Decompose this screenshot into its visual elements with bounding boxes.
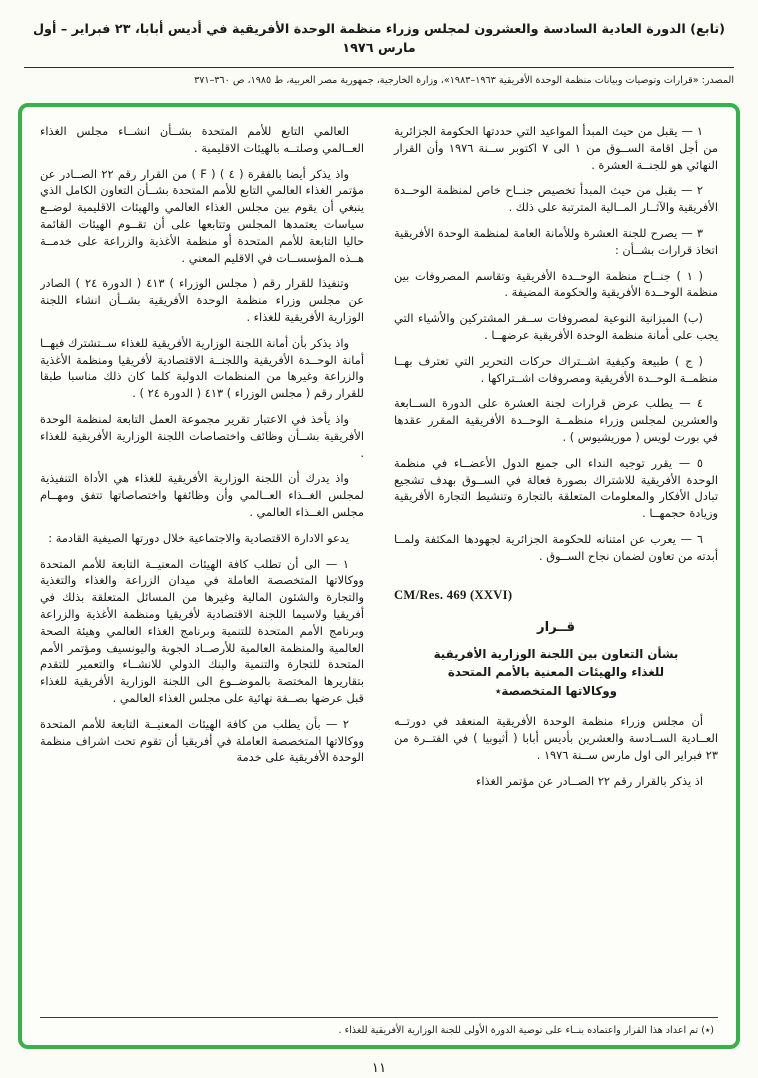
continuation-paragraph: العالمي التابع للأمم المتحدة بشــأن انشــاء مجلس الغذاء العــالمي وصلتــه بالهيئات الاقليمية . [40, 124, 364, 155]
left-column [40, 123, 364, 1013]
resolution-subitem-a: ( ١ ) جنــاح منظمة الوحــدة الأفريقية وتقاسم المصروفات بين منظمة الوحــدة الأفريقية والحكومة المضيفة . [394, 268, 718, 300]
footnote [40, 1017, 718, 1045]
footnote-text: (٭) تم اعداد هذا القرار واعتماده بنــاء على توصية الدورة الأولى للجنة الوزارية الأفريقية للغذاء . [338, 1025, 714, 1036]
operative-item-2: ٢ — بأن يطلب من كافة الهيئات المعنيــة التابعة للأمم المتحدة ووكالاتها المتخصصة العاملة في أفريقيا أن تقوم تحت اشراف منظمة الوحدة الأفريقية على خدمة [40, 716, 364, 765]
aware-paragraph: واذ يدرك أن اللجنة الوزارية الأفريقية للغذاء هي الأداة التنفيذية لمجلس الغــذاء العــالمي وأن وظائفها واختصاصاتها تتفق ومهــام مجلس الغــذاء العالمي . [40, 471, 364, 519]
resolution-item-4: ٤ — يطلب عرض قرارات لجنة العشرة على الدورة الســابعة والعشرين لمجلس وزراء منظمــة الوحــدة الأفريقية المقرر عقدها في بورت لويس ( موريشيوس ) . [394, 396, 718, 444]
resolution-item-3: ٣ — يصرح للجنة العشرة وللأمانة العامة لمنظمة الوحدة الأفريقية اتخاذ قرارات بشــأن : [394, 225, 718, 257]
page-number: ١١ [371, 1060, 387, 1076]
resolution-item-1: ١ — يقبل من حيث المبدأ المواعيد التي حددتها الحكومة الجزائرية من أجل اقامة الســوق من ١ الى ٧ اكتوبر ســنة ١٩٧٦ وأن القرار النهائي هو للجنــة العشرة . [394, 124, 718, 172]
resolution-title-block [394, 619, 718, 700]
resolution-item-5: ٥ — يقرر توجيه النداء الى جميع الدول الأعضــاء في منظمة الوحدة الأفريقية للاشتراك بصورة فعالة في الســوق بهدف تشجيع تبادل الأفكار والمعلومات المتعلقة بالتجارة وتنشيط التجارة الأفريقية وزيادة حجمهــا . [394, 455, 718, 521]
resolution-reference: CM/Res. 469 (XXVI) [394, 587, 513, 602]
operative-item-1: ١ — الى أن تطلب كافة الهيئات المعنيــة التابعة للأمم المتحدة ووكالاتها المتخصصة العاملة في ميدان الزراعة والغذاء والتغذية والتجارة والشئون المالية وغيرها من المسائل المتعلقة بذلك في أفريقيا ولاسيما اللجنة الاقتصادية لأفريقيا ومنظمة الأغذية والزراعة وبرنامج الأمم المتحدة للتنمية وبرنامج الغذاء العالمي وهيئة الصحة العالمية والمنظمة العالمية للأرصــاد الجوية واليونسيف ومؤتمر الأمم المتحدة للتجارة والتنمية والبنك الدولي للانشــاء والتعمير للتقدم بتقاريرها المختصة بالموضــوع الى اللجنة الوزارية الأفريقية للغذاء قبل عرضها بصــفة نهائية على مجلس الغذاء العالمي . [40, 556, 364, 705]
content-border-box [18, 103, 740, 1049]
resolution-title-line-3: ووكالاتها المتخصصة٭ [494, 683, 618, 698]
recalling-paragraph-2: واذ يذكر بأن أمانة اللجنة الوزارية الأفريقية للغذاء ســتشترك فيهــا أمانة الوحــدة الأفريقية واللجنــة الاقتصادية لأفريقيا ومنظمة الأغذية والزراعة وغيرها من المنظمات الدولية كلما كان ذلك مناسبا طبقا للقرار رقم ( مجلس الوزراء ) ٤١٣ ( الدورة ٢٤ ) . [40, 335, 364, 401]
resolution-preamble-1: أن مجلس وزراء منظمة الوحدة الأفريقية المنعقد في دورتــه العــادية الســادسة والعشرين بأديس أبابا ( أثيوبيا ) في الفتــرة من ٢٣ فبراير الى اول مارس ســنة ١٩٧٦ . [394, 714, 718, 762]
implementing-paragraph: وتنفيذا للقرار رقم ( مجلس الوزراء ) ٤١٣ ( الدورة ٢٤ ) الصادر عن مجلس وزراء منظمة الوحدة الأفريقية بشــأن انشاء اللجنة الوزارية الأفريقية للغذاء . [40, 276, 364, 324]
right-column [394, 123, 718, 1013]
header-source: المصدر: «قرارات وتوصيات وبيانات منظمة الوحدة الأفريقية ١٩٦٣–١٩٨٣»، وزارة الخارجية، جمهورية مصر العربية، ط ١٩٨٥، ص ٣٦٠–٣٧١ [194, 75, 734, 86]
considering-paragraph: واذ يأخذ في الاعتبار تقرير مجموعة العمل التابعة لمنظمة الوحدة الأفريقية بشــأن وظائف واختصاصات اللجنة الوزارية الأفريقية للغذاء . [40, 411, 364, 460]
two-column-text [40, 123, 718, 1013]
recalling-paragraph-1: واذ يذكر أيضا بالفقرة ( ٤ ) ( F ) من القرار رقم ٢٢ الصــادر عن مؤتمر الغذاء العالمي التابع للأمم المتحدة بشــأن التعاون الكامل الذي ينبغي أن يقوم بين مجلس الغذاء العالمي والهيئات الاقليمية لوضــع سياسات يعتمدها المجلس وتتابعها على أن تقــوم الهيئات القائمة حاليا التابعة للأمم المتحدة أو منظمة الأغذية والزراعة على خدمــة هــذه المؤسســات في الاقليم المعني . [40, 166, 364, 265]
page-header [0, 0, 758, 87]
invites-lead-paragraph: يدعو الادارة الاقتصادية والاجتماعية خلال دورتها الصيفية القادمة : [48, 530, 349, 545]
header-title: (تابع) الدورة العادية السادسة والعشرون لمجلس وزراء منظمة الوحدة الأفريقية في أديس أبابا، ٢٣ فبراير – أول مارس ١٩٧٦ [24, 20, 734, 68]
resolution-title-word: قــرار [537, 620, 575, 636]
resolution-subitem-b: (ب) الميزانية النوعية لمصروفات ســفر المشتركين والأشياء التي يجب على أمانة منظمة الوحدة الأفريقية عرضهــا . [394, 311, 718, 342]
resolution-preamble-2: اذ يذكر بالقرار رقم ٢٢ الصــادر عن مؤتمر الغذاء [475, 773, 703, 788]
resolution-item-2: ٢ — يقبل من حيث المبدأ تخصيص جنــاح خاص لمنظمة الوحــدة الأفريقية والآثــار المــالية المترتبة على ذلك . [394, 183, 718, 215]
resolution-item-6: ٦ — يعرب عن امتنانه للحكومة الجزائرية لجهودها المكثفة ولمــا أبدته من تعاون لضمان نجاح الســوق . [394, 531, 718, 563]
resolution-title-line-2: للغذاء والهيئات المعنية بالأمم المتحدة [447, 665, 665, 680]
resolution-subitem-c: ( ج ) طبيعة وكيفية اشــتراك حركات التحرير التي تعترف بهــا منظمــة الوحــدة الأفريقية ومصروفات اشــتراكها . [394, 353, 718, 385]
resolution-title-line-1: بشأن التعاون بين اللجنة الوزارية الأفريقية [433, 646, 679, 661]
